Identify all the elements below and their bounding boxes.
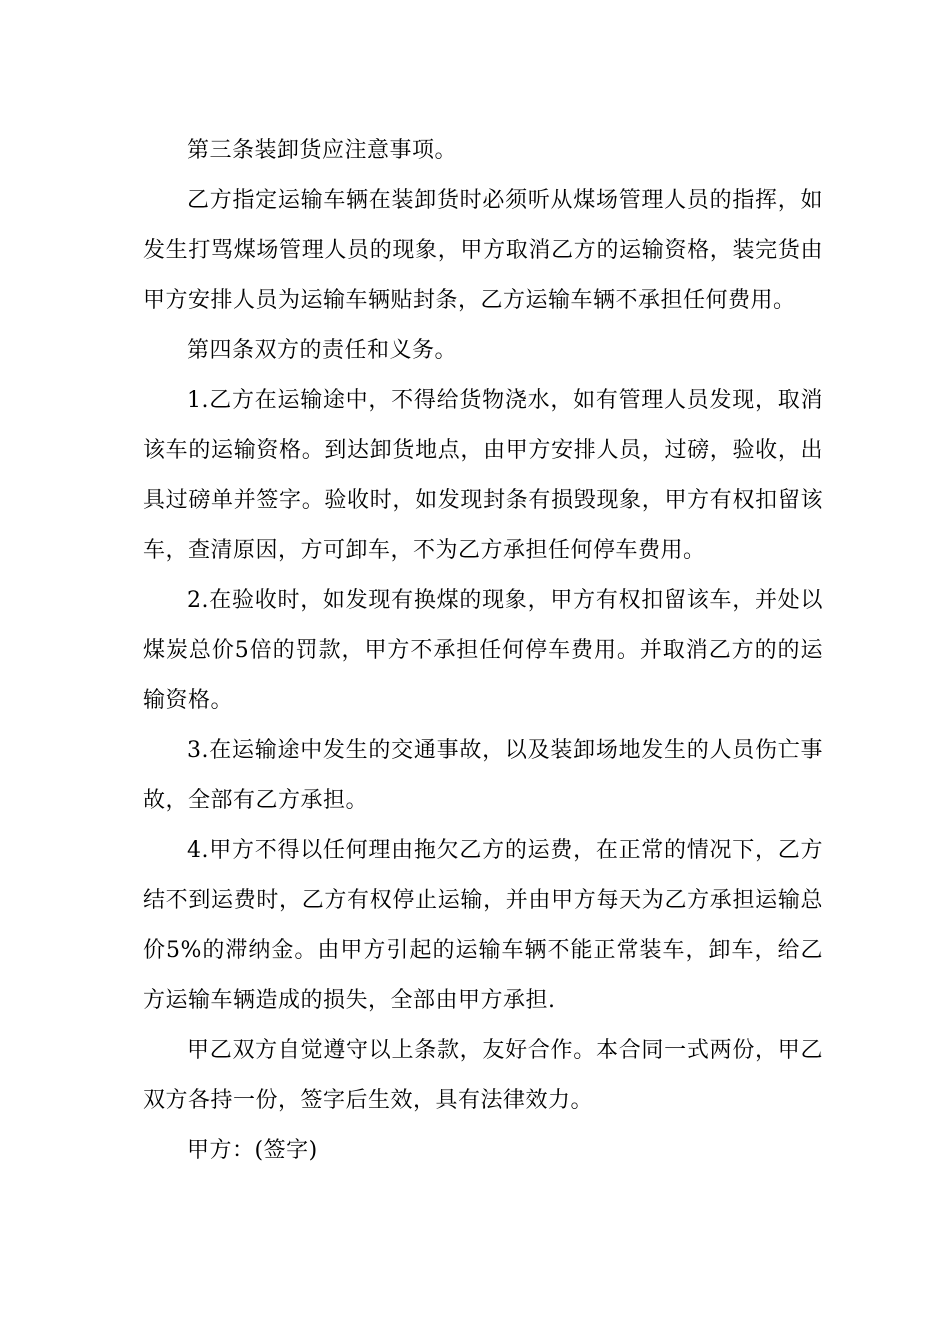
article-4-heading: 第四条双方的责任和义务。 — [187, 338, 458, 363]
clause-2: 2.在验收时，如发现有换煤的现象，甲方有权扣留该车，并处以煤炭总价5倍的罚款，甲方不承担任何停车费用。并取消乙方的的运输资格。 — [143, 588, 823, 713]
article-3-body: 乙方指定运输车辆在装卸货时必须听从煤场管理人员的指挥，如发生打骂煤场管理人员的现象，甲方取消乙方的运输资格，装完货由甲方安排人员为运输车辆贴封条，乙方运输车辆不承担任何费用。 — [143, 188, 823, 313]
clause-4: 4.甲方不得以任何理由拖欠乙方的运费，在正常的情况下，乙方结不到运费时，乙方有权停止运输，并由甲方每天为乙方承担运输总价5%的滞纳金。由甲方引起的运输车辆不能正常装车，卸车，给乙方运输车辆造成的损失，全部由甲方承担. — [143, 838, 823, 1013]
closing-statement: 甲乙双方自觉遵守以上条款，友好合作。本合同一式两份，甲乙双方各持一份，签字后生效，具有法律效力。 — [143, 1038, 823, 1113]
party-a-signature-line: 甲方：(签字) — [187, 1138, 318, 1163]
clause-3: 3.在运输途中发生的交通事故，以及装卸场地发生的人员伤亡事故，全部有乙方承担。 — [143, 738, 823, 813]
document-body — [143, 126, 823, 1176]
article-3-heading: 第三条装卸货应注意事项。 — [187, 138, 458, 163]
clause-1: 1.乙方在运输途中，不得给货物浇水，如有管理人员发现，取消该车的运输资格。到达卸货地点，由甲方安排人员，过磅，验收，出具过磅单并签字。验收时，如发现封条有损毁现象，甲方有权扣留该车，查清原因，方可卸车，不为乙方承担任何停车费用。 — [143, 388, 823, 563]
